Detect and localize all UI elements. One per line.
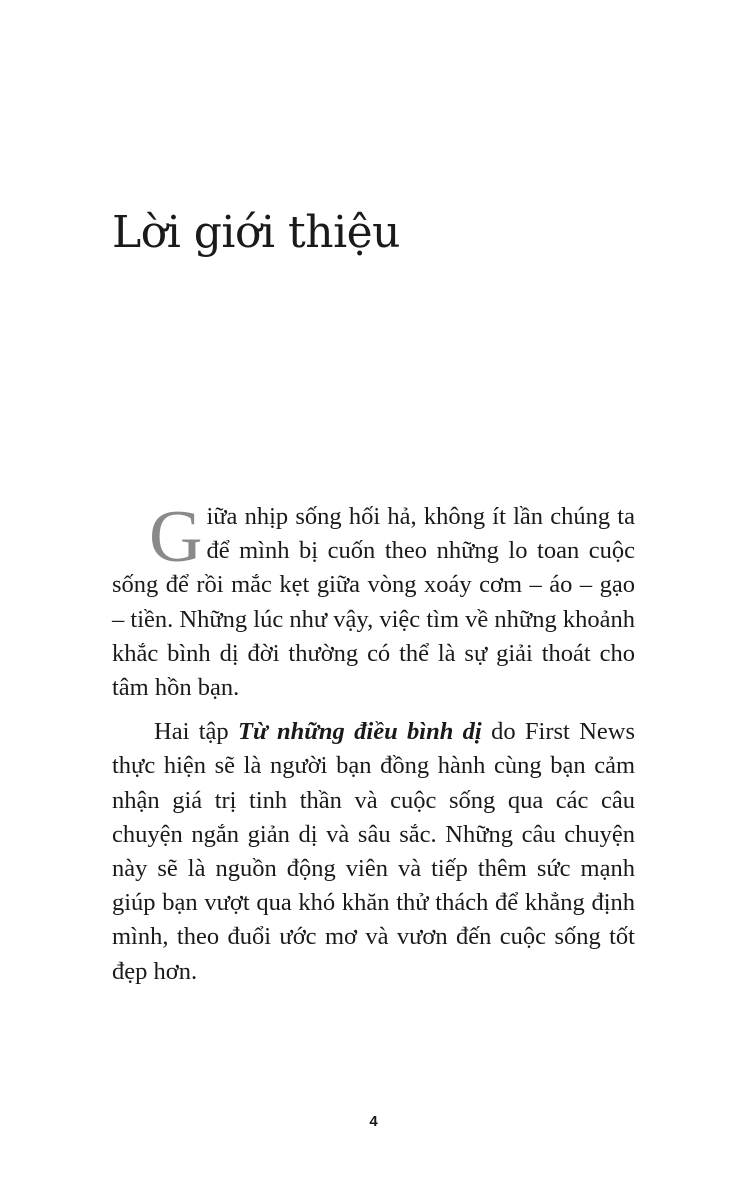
paragraph-2-text: do First News thực hiện sẽ là người bạn đồng hành cùng bạn cảm nhận giá trị tinh thần và cuộc sống qua các câu chuyện ngắn giản dị và sâu sắc. Những câu chuyện này sẽ là nguồn động viên và tiếp thêm sức mạnh giúp bạn vượt qua khó khăn thử thách để khẳng định mình, theo đuổi ước mơ và vươn đến cuộc sống tốt đẹp hơn. bbox=[112, 718, 636, 985]
paragraph-2-lead: Hai tập bbox=[154, 718, 238, 746]
page-number: 4 bbox=[369, 1113, 378, 1130]
drop-cap: G bbox=[149, 496, 203, 578]
paragraph-1-text: iữa nhịp sống hối hả, không ít lần chúng ta để mình bị cuốn theo những lo toan cuộc sống để rồi mắc kẹt giữa vòng xoáy cơm – áo – gạo – tiền. Những lúc như vậy, việc tìm về những khoảnh khắc bình dị đời thường có thể là sự giải thoát cho tâm hồn bạn. bbox=[112, 503, 635, 702]
book-title: Từ những điều bình dị bbox=[238, 718, 482, 746]
intro-body bbox=[112, 496, 636, 999]
page-title: Lời giới thiệu bbox=[112, 207, 401, 258]
intro-paragraph-1 bbox=[112, 496, 635, 705]
intro-paragraph-2 bbox=[112, 715, 635, 989]
